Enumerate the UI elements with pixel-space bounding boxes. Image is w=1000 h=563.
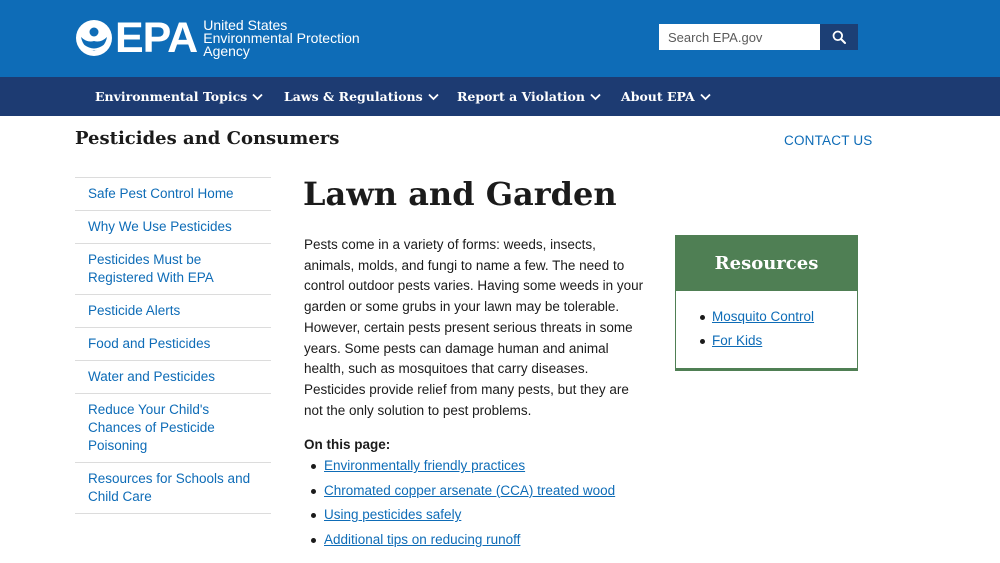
list-item	[696, 308, 814, 332]
resource-link-for-kids[interactable]: For Kids	[712, 333, 763, 348]
agency-name	[203, 16, 360, 59]
nav-label: Report a Violation	[457, 89, 585, 104]
on-this-page-list	[304, 456, 615, 554]
sidebar-item-pesticide-alerts[interactable]: Pesticide Alerts	[75, 295, 271, 328]
list-item	[304, 456, 615, 481]
epa-flower-icon	[75, 19, 113, 57]
epa-logo[interactable]	[75, 14, 360, 62]
site-search	[659, 24, 858, 50]
agency-line-3: Agency	[203, 42, 250, 59]
resources-title: Resources	[676, 236, 857, 291]
list-item	[304, 505, 615, 530]
search-button[interactable]	[820, 24, 858, 50]
nav-environmental-topics[interactable]	[95, 77, 263, 116]
resources-box	[675, 235, 858, 371]
list-item	[304, 481, 615, 506]
nav-label: Laws & Regulations	[284, 89, 423, 104]
sidebar-item-safe-pest-control-home[interactable]: Safe Pest Control Home	[75, 178, 271, 211]
nav-label: About EPA	[621, 89, 695, 104]
search-icon	[832, 30, 846, 44]
nav-laws-regulations[interactable]	[284, 77, 439, 116]
chevron-down-icon	[428, 93, 439, 101]
sidebar-item-food-and-pesticides[interactable]: Food and Pesticides	[75, 328, 271, 361]
chevron-down-icon	[252, 93, 263, 101]
main-nav	[0, 77, 1000, 116]
anchor-link-using-safely[interactable]: Using pesticides safely	[324, 507, 462, 523]
sidebar-nav	[75, 177, 271, 514]
on-this-page-label: On this page:	[304, 437, 391, 452]
anchor-link-runoff-tips[interactable]: Additional tips on reducing runoff	[324, 531, 521, 547]
search-input[interactable]	[659, 24, 820, 50]
sidebar-item-reduce-poisoning[interactable]: Reduce Your Child's Chances of Pesticide Poisoning	[75, 394, 271, 463]
logo-letters: EPA	[115, 13, 198, 62]
intro-paragraph: Pests come in a variety of forms: weeds, insects, animals, molds, and fungi to name a few. The need to control outdoor pests varies. Having some weeds in your garden or some grubs in your lawn may be tolerable. However, certain pests present serious threats in some years. Some pests can damage human and animal health, such as mosquitoes that carry diseases. Pesticides provide relief from many pests, but they are not the only solution to pest problems.	[304, 237, 644, 418]
list-item	[304, 530, 615, 555]
chevron-down-icon	[700, 93, 711, 101]
section-title[interactable]: Pesticides and Consumers	[75, 128, 340, 149]
agency-line-2: Environmental Protection	[203, 29, 360, 46]
anchor-link-eco-friendly[interactable]: Environmentally friendly practices	[324, 458, 526, 473]
resource-link-mosquito-control[interactable]: Mosquito Control	[712, 309, 815, 324]
chevron-down-icon	[590, 93, 601, 101]
contact-us-link[interactable]: CONTACT US	[784, 133, 873, 148]
nav-label: Environmental Topics	[95, 89, 248, 104]
sidebar-item-water-and-pesticides[interactable]: Water and Pesticides	[75, 361, 271, 394]
resources-list	[696, 308, 814, 356]
sidebar-item-pesticides-registered[interactable]: Pesticides Must be Registered With EPA	[75, 244, 271, 295]
nav-about-epa[interactable]	[621, 77, 711, 116]
agency-line-1: United States	[203, 16, 288, 33]
anchor-link-cca-wood[interactable]: Chromated copper arsenate (CCA) treated wood	[324, 482, 616, 498]
nav-report-violation[interactable]	[457, 77, 601, 116]
site-header	[0, 0, 1000, 77]
page-title: Lawn and Garden	[303, 175, 617, 213]
list-item	[696, 332, 814, 356]
sidebar-item-schools-child-care[interactable]: Resources for Schools and Child Care	[75, 463, 271, 514]
sidebar-item-why-we-use-pesticides[interactable]: Why We Use Pesticides	[75, 211, 271, 244]
